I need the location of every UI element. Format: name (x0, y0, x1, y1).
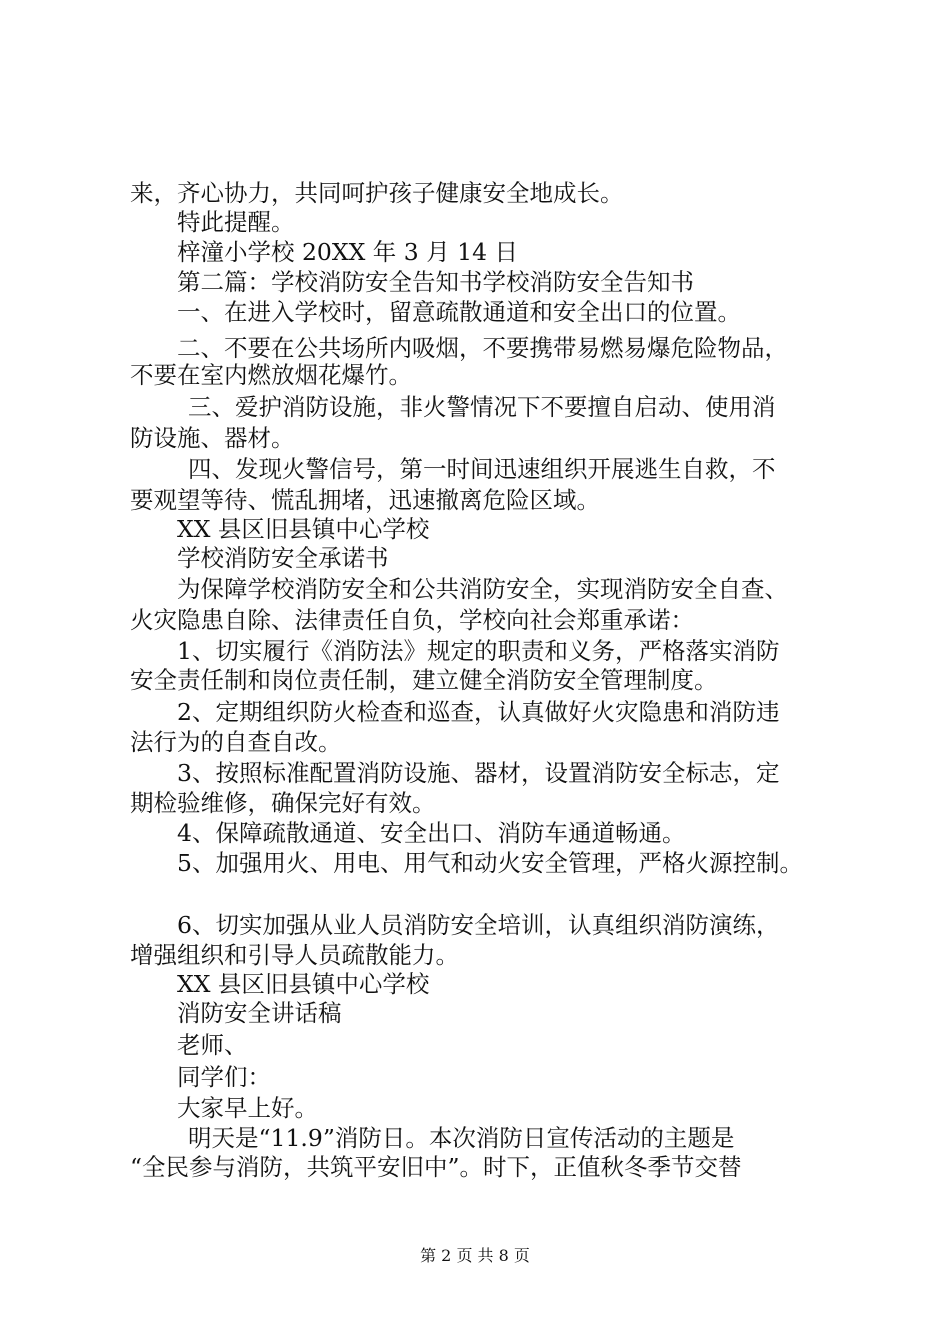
text-line: 老师、 (177, 1031, 248, 1059)
text-line: 火灾隐患自除、法律责任自负，学校向社会郑重承诺： (130, 606, 694, 634)
text-line: 来，齐心协力，共同呵护孩子健康安全地成长。 (130, 179, 624, 207)
text-line: 消防安全讲话稿 (177, 999, 342, 1027)
text-line: 不要在室内燃放烟花爆竹。 (130, 361, 412, 389)
text-line: 四、发现火警信号，第一时间迅速组织开展逃生自救，不 (188, 455, 776, 483)
text-line: 增强组织和引导人员疏散能力。 (130, 941, 459, 969)
text-line: 2、定期组织防火检查和巡查，认真做好火灾隐患和消防违 (177, 698, 780, 726)
text-line: 特此提醒。 (177, 208, 295, 236)
text-line: 法行为的自查自改。 (130, 728, 342, 756)
text-line: XX 县区旧县镇中心学校 (177, 515, 430, 543)
text-line: XX 县区旧县镇中心学校 (177, 970, 430, 998)
text-line: 学校消防安全承诺书 (177, 544, 389, 572)
text-line: 期检验维修，确保完好有效。 (130, 789, 436, 817)
text-line: 4、保障疏散通道、安全出口、消防车通道畅通。 (177, 819, 686, 847)
text-line: 1、切实履行《消防法》规定的职责和义务，严格落实消防 (177, 637, 780, 665)
text-line: 5、加强用火、用电、用气和动火安全管理，严格火源控制。 (177, 849, 803, 877)
text-line: 为保障学校消防安全和公共消防安全，实现消防安全自查、 (177, 575, 788, 603)
text-line: 3、按照标准配置消防设施、器材，设置消防安全标志，定 (177, 759, 780, 787)
text-line: 二、不要在公共场所内吸烟，不要携带易燃易爆危险物品， (177, 334, 788, 362)
text-line: “全民参与消防，共筑平安旧中”。时下，正值秋冬季节交替 (130, 1153, 742, 1181)
text-line: 明天是“11.9”消防日。本次消防日宣传活动的主题是 (188, 1124, 735, 1152)
text-line: 安全责任制和岗位责任制，建立健全消防安全管理制度。 (130, 666, 718, 694)
text-line: 一、在进入学校时，留意疏散通道和安全出口的位置。 (177, 298, 741, 326)
page-number: 第 2 页 共 8 页 (420, 1246, 530, 1265)
text-line: 第二篇：学校消防安全告知书学校消防安全告知书 (177, 268, 694, 296)
text-line: 同学们： (177, 1063, 271, 1091)
text-line: 6、切实加强从业人员消防安全培训，认真组织消防演练， (177, 911, 780, 939)
text-line: 三、爱护消防设施，非火警情况下不要擅自启动、使用消 (188, 393, 776, 421)
text-line: 防设施、器材。 (130, 424, 295, 452)
text-line: 要观望等待、慌乱拥堵，迅速撤离危险区域。 (130, 486, 600, 514)
text-line: 大家早上好。 (177, 1094, 318, 1122)
text-line: 梓潼小学校 20XX 年 3 月 14 日 (177, 238, 519, 266)
